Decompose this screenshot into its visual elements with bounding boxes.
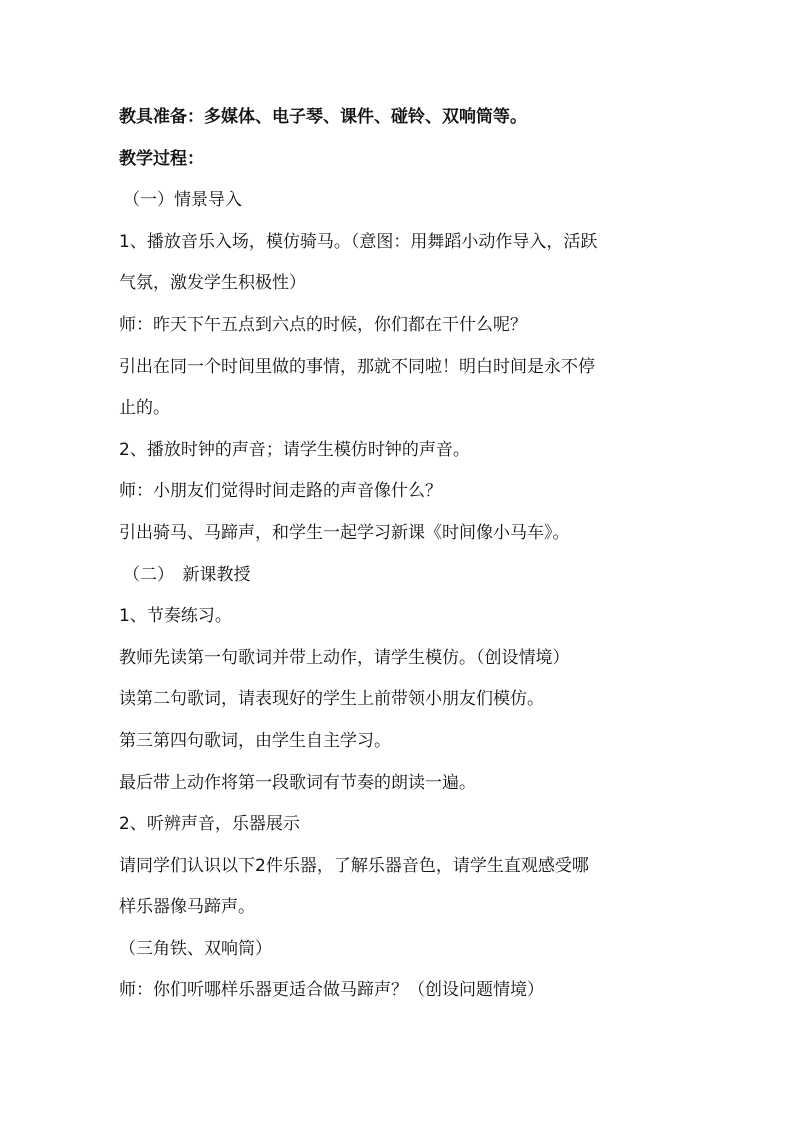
section-heading-2: （二） 新课教授	[123, 564, 251, 585]
paragraph-line: 引出在同一个时间里做的事情，那就不同啦！明白时间是永不停	[119, 356, 595, 377]
paragraph-line: 最后带上动作将第一段歌词有节奏的朗读一遍。	[119, 772, 476, 793]
paragraph-line: 2、播放时钟的声音；请学生模仿时钟的声音。	[119, 439, 470, 460]
paragraph-line: 师：昨天下午五点到六点的时候，你们都在干什么呢？	[119, 314, 527, 335]
paragraph-line: 师：你们听哪样乐器更适合做马蹄声？（创设问题情境）	[119, 980, 544, 1001]
paragraph-line: 1、节奏练习。	[119, 606, 232, 627]
paragraph-line: 止的。	[119, 398, 170, 419]
process-heading: 教学过程：	[119, 148, 204, 169]
paragraph-line: 第三第四句歌词，由学生自主学习。	[119, 730, 391, 751]
paragraph-line: 读第二句歌词，请表现好的学生上前带领小朋友们模仿。	[119, 689, 544, 710]
paragraph-line: 2、听辨声音，乐器展示	[119, 814, 300, 835]
lesson-plan-text	[119, 102, 679, 1017]
materials-line: 教具准备：多媒体、电子琴、课件、碰铃、双响筒等。	[119, 107, 527, 127]
section-heading-1: （一）情景导入	[123, 190, 242, 211]
paragraph-line: （三角铁、双响筒）	[119, 938, 272, 959]
paragraph-line: 教师先读第一句歌词并带上动作，请学生模仿。（创设情境）	[119, 647, 570, 668]
paragraph-line: 样乐器像马蹄声。	[119, 897, 255, 918]
paragraph-line: 师：小朋友们觉得时间走路的声音像什么？	[119, 481, 442, 502]
paragraph-line: 请同学们认识以下2件乐器，了解乐器音色，请学生直观感受哪	[119, 855, 589, 876]
paragraph-line: 气氛，激发学生积极性）	[119, 273, 306, 294]
paragraph-line: 1、播放音乐入场，模仿骑马。（意图：用舞蹈小动作导入，活跃	[119, 231, 598, 252]
paragraph-line: 引出骑马、马蹄声，和学生一起学习新课《时间像小马车》。	[119, 522, 570, 543]
